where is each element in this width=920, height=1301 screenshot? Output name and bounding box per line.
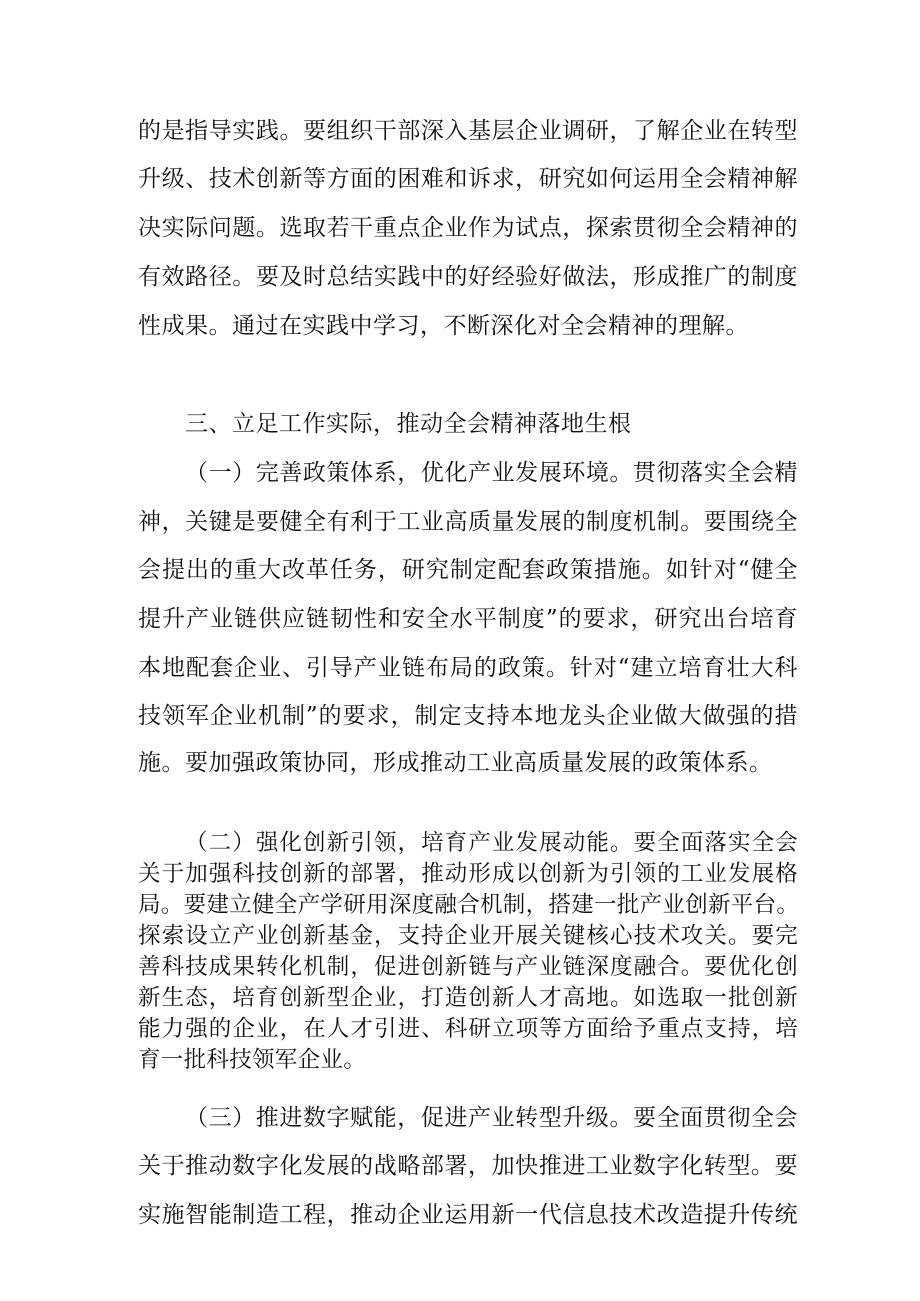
- paragraph-3-line-2: 关于加强科技创新的部署，推动形成以创新为引领的工业发展格: [138, 861, 798, 887]
- paragraph-4-line-3: 实施智能制造工程，推动企业运用新一代信息技术改造提升传统: [138, 1202, 798, 1228]
- paragraph-2-line-1: （一）完善政策体系，优化产业发展环境。贯彻落实全会精: [185, 460, 798, 486]
- section-heading: 三、立足工作实际，推动全会精神落地生根: [185, 411, 632, 437]
- paragraph-3-line-6: 新生态，培育创新型企业，打造创新人才高地。如选取一批创新: [138, 985, 798, 1011]
- paragraph-2-line-7: 施。要加强政策协同，形成推动工业高质量发展的政策体系。: [138, 750, 773, 776]
- paragraph-4-line-2: 关于推动数字化发展的战略部署，加快推进工业数字化转型。要: [138, 1153, 798, 1179]
- paragraph-1-line-4: 有效路径。要及时总结实践中的好经验好做法，形成推广的制度: [138, 264, 798, 290]
- paragraph-1-line-3: 决实际问题。选取若干重点企业作为试点，探索贯彻全会精神的: [138, 215, 798, 241]
- paragraph-3-line-3: 局。要建立健全产学研用深度融合机制，搭建一批产业创新平台。: [138, 892, 800, 918]
- paragraph-2-line-6: 技领军企业机制”的要求，制定支持本地龙头企业做大做强的措: [138, 703, 798, 729]
- paragraph-3-line-5: 善科技成果转化机制，促进创新链与产业链深度融合。要优化创: [138, 954, 798, 980]
- paragraph-3-line-1: （二）强化创新引领，培育产业发展动能。要全面落实全会: [185, 830, 798, 856]
- paragraph-2-line-5: 本地配套企业、引导产业链布局的政策。针对“建立培育壮大科: [138, 655, 798, 681]
- paragraph-4-line-1: （三）推进数字赋能，促进产业转型升级。要全面贯彻全会: [185, 1105, 798, 1131]
- paragraph-1-line-5: 性成果。通过在实践中学习，不断深化对全会精神的理解。: [138, 313, 749, 339]
- paragraph-1-line-1: 的是指导实践。要组织干部深入基层企业调研，了解企业在转型: [138, 118, 798, 144]
- paragraph-1-line-2: 升级、技术创新等方面的困难和诉求，研究如何运用全会精神解: [138, 166, 798, 192]
- paragraph-2-line-3: 会提出的重大改革任务，研究制定配套政策措施。如针对“健全: [138, 557, 798, 583]
- paragraph-2-line-4: 提升产业链供应链韧性和安全水平制度”的要求，研究出台培育: [138, 606, 798, 632]
- paragraph-3-line-4: 探索设立产业创新基金，支持企业开展关键核心技术攻关。要完: [138, 923, 798, 949]
- paragraph-3-line-8: 育一批科技领军企业。: [138, 1047, 367, 1073]
- paragraph-3-line-7: 能力强的企业，在人才引进、科研立项等方面给予重点支持，培: [138, 1016, 798, 1042]
- paragraph-2-line-2: 神，关键是要健全有利于工业高质量发展的制度机制。要围绕全: [138, 509, 798, 535]
